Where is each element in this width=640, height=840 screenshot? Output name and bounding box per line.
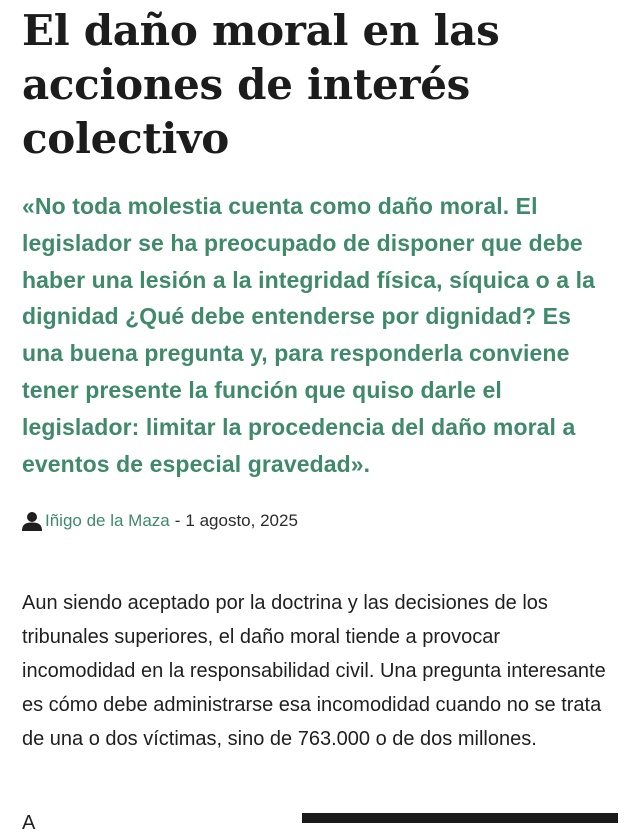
article-paragraph-partial: A: [22, 812, 36, 834]
article-byline: [22, 509, 618, 533]
user-icon: [22, 511, 42, 531]
article-title: El daño moral en las acciones de interés colectivo: [22, 6, 500, 163]
byline-separator: -: [174, 511, 181, 531]
embedded-media-block: [302, 813, 618, 823]
article-lead-quote: «No toda molestia cuenta como daño moral. El legislador se ha preocupado de disponer que debe haber una lesión a la integridad física, síquica o a la dignidad ¿Qué debe entenderse por dignidad? Es una buena pregunta y, para responderla conviene tener presente la función que quiso darle el legislador: limitar la procedencia del daño moral a eventos de especial gravedad».: [22, 193, 596, 477]
publish-date: 1 agosto, 2025: [185, 511, 298, 531]
article-paragraph: Aun siendo aceptado por la doctrina y las decisiones de los tribunales superiores, el daño moral tiende a provocar incomodidad en la responsabilidad civil. Una pregunta interesante es cómo debe administrarse esa incomodidad cuando no se trata de una o dos víctimas, sino de 763.000 o de dos millones.: [22, 592, 606, 751]
author-link[interactable]: Iñigo de la Maza: [45, 511, 170, 531]
